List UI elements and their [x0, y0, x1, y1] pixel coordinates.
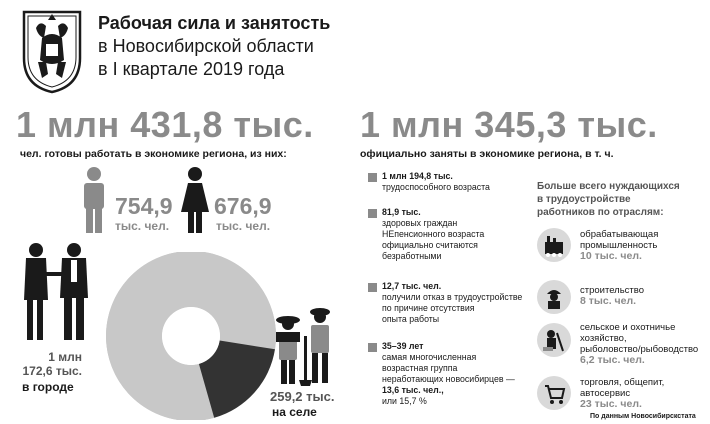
title-line-1: Рабочая сила и занятость — [98, 13, 331, 33]
city-value-line2: 172,6 тыс. — [22, 364, 82, 378]
man-icon — [80, 166, 108, 234]
sector-1-line: обрабатывающая — [580, 229, 659, 240]
donut-chart — [96, 252, 286, 420]
business-people-icon — [18, 240, 96, 344]
city-value — [10, 350, 82, 378]
sector-3-line: рыболовство/рыбоводство — [580, 344, 699, 355]
source-note: По данным Новосибирскстата — [590, 413, 696, 420]
employed-caption: официально заняты в экономике региона, в т. ч. — [360, 148, 614, 160]
shopping-cart-icon — [537, 376, 571, 410]
men-unit: тыс. чел. — [115, 219, 170, 233]
fact-2-line: НЕпенсионного возраста — [382, 229, 485, 239]
sector-1-value: 10 тыс. чел. — [580, 250, 642, 262]
factory-icon — [537, 228, 571, 262]
employed-total: 1 млн 345,3 тыс. — [360, 104, 658, 145]
sector-3-line: сельское и охотничье — [580, 322, 676, 333]
sector-2-value: 8 тыс. чел. — [580, 295, 637, 307]
coat-of-arms-icon — [20, 8, 84, 94]
bullet-square — [368, 283, 377, 292]
fact-3-line: опыта работы — [382, 314, 440, 324]
sector-2 — [580, 285, 644, 307]
fact-4-line: неработающих новосибирцев — — [382, 374, 515, 384]
sector-4-line: автосервис — [580, 388, 631, 399]
city-label: в городе — [22, 380, 74, 394]
labor-force-caption: чел. готовы работать в экономике региона, из них: — [20, 148, 287, 160]
construction-worker-icon — [537, 280, 571, 314]
title-line-3: в I квартале 2019 года — [98, 59, 285, 79]
bullet-square — [368, 209, 377, 218]
fact-4-line: возрастная группа — [382, 363, 458, 373]
farmers-icon — [274, 306, 338, 388]
fact-2-value: 81,9 тыс. — [382, 207, 421, 217]
fact-4-value: 35–39 лет — [382, 341, 424, 351]
women-unit: тыс. чел. — [216, 219, 271, 233]
sectors-header-line: в трудоустройстве — [537, 194, 631, 205]
village-label: на селе — [272, 405, 317, 419]
sectors-header-line: работников по отраслям: — [537, 207, 664, 218]
woman-icon — [180, 166, 210, 234]
sector-3-value: 6,2 тыс. чел. — [580, 354, 645, 366]
fact-3-value: 12,7 тыс. чел. — [382, 281, 442, 291]
fact-1-value: 1 млн 194,8 тыс. — [382, 171, 453, 181]
sector-4 — [580, 377, 664, 410]
fact-3 — [382, 281, 522, 325]
fact-3-line: по причине отсутствия — [382, 303, 475, 313]
women-value: 676,9 — [214, 193, 272, 219]
fact-4 — [382, 341, 515, 407]
bullet-square — [368, 343, 377, 352]
sectors-header-line: Больше всего нуждающихся — [537, 181, 680, 192]
sector-1 — [580, 229, 658, 262]
fact-4-extra-bold: 13,6 тыс. чел., — [382, 385, 444, 395]
title-line-2: в Новосибирской области — [98, 36, 314, 56]
bullet-square — [368, 173, 377, 182]
fact-3-line: получили отказ в трудоустройстве — [382, 292, 523, 302]
labor-force-total: 1 млн 431,8 тыс. — [16, 104, 314, 145]
fact-4-extra: или 15,7 % — [382, 396, 427, 406]
fact-2 — [382, 207, 484, 262]
fact-1-line: трудоспособного возраста — [382, 182, 490, 192]
donut-hole — [162, 307, 220, 365]
fact-2-line: безработными — [382, 251, 442, 261]
men-value: 754,9 — [115, 193, 173, 219]
sector-3 — [580, 322, 698, 366]
page-title — [98, 12, 330, 81]
fact-1 — [382, 171, 490, 193]
sector-1-line: промышленность — [580, 240, 658, 251]
fact-2-line: официально считаются — [382, 240, 478, 250]
sector-2-line: строительство — [580, 285, 645, 296]
fact-4-line: самая многочисленная — [382, 352, 477, 362]
fact-2-line: здоровых граждан — [382, 218, 458, 228]
sector-4-value: 23 тыс. чел. — [580, 398, 642, 410]
village-value: 259,2 тыс. — [270, 389, 335, 404]
farmer-icon — [537, 323, 571, 357]
sector-3-line: хозяйство, — [580, 333, 627, 344]
sectors-header — [537, 180, 680, 219]
city-value-line1: 1 млн — [48, 350, 82, 364]
sector-4-line: торговля, общепит, — [580, 377, 665, 388]
